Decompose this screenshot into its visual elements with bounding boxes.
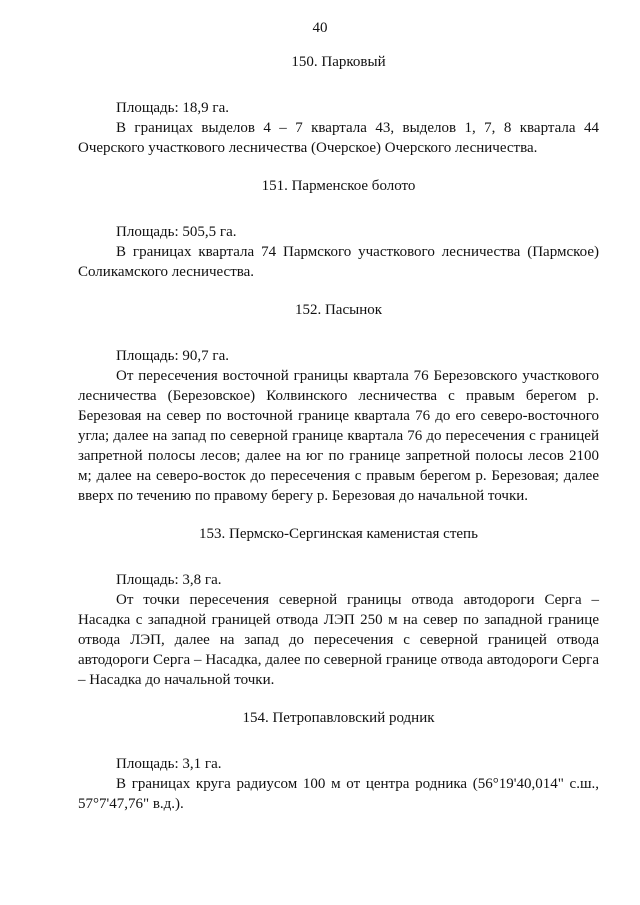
section-154 (78, 708, 599, 814)
section-150 (78, 52, 599, 158)
section-heading: 151. Парменское болото (261, 178, 416, 194)
document-body (78, 52, 599, 814)
section-heading: 153. Пермско-Сергинская каменистая степь (199, 526, 478, 542)
section-heading: 152. Пасынок (294, 302, 383, 318)
boundary-description: От пересечения восточной границы квартала 76 Березовского участкового лесничества (Березовское) Колвинского лесничества с правым берегом р. Березовая на север по восточной границе квартала 76 до его северо-восточного угла; далее на запад по северной границе квартала 76 до пересечения с границей запретной полосы лесов; далее на юг по границе запретной полосы лесов 2100 м; далее на северо-восток до пересечения с правым берегом р. Березовая; далее вверх по течению по правому берегу р. Березовая до начальной точки. (78, 368, 599, 504)
section-heading: 154. Петропавловский родник (242, 710, 435, 726)
page-number: 40 (312, 20, 328, 36)
area-line: Площадь: 3,1 га. (116, 756, 222, 772)
boundary-description: В границах выделов 4 – 7 квартала 43, выделов 1, 7, 8 квартала 44 Очерского участкового лесничества (Очерское) Очерского лесничества. (78, 120, 599, 156)
area-line: Площадь: 3,8 га. (116, 572, 222, 588)
area-line: Площадь: 18,9 га. (116, 100, 229, 116)
area-line: Площадь: 505,5 га. (116, 224, 237, 240)
boundary-description: От точки пересечения северной границы отвода автодороги Серга – Насадка с западной границей отвода ЛЭП 250 м на север по западной границе отвода ЛЭП, далее на запад до пересечения с северной границей отвода автодороги Серга – Насадка, далее по северной границе отвода автодороги Серга – Насадка до начальной точки. (78, 592, 599, 688)
boundary-description: В границах круга радиусом 100 м от центра родника (56°19'40,014" с.ш., 57°7'47,76" в.д.). (78, 776, 599, 812)
section-152 (78, 300, 599, 506)
section-151 (78, 176, 599, 282)
boundary-description: В границах квартала 74 Пармского участкового лесничества (Пармское) Соликамского лесничества. (78, 244, 599, 280)
area-line: Площадь: 90,7 га. (116, 348, 229, 364)
section-153 (78, 524, 599, 690)
section-heading: 150. Парковый (291, 54, 386, 70)
